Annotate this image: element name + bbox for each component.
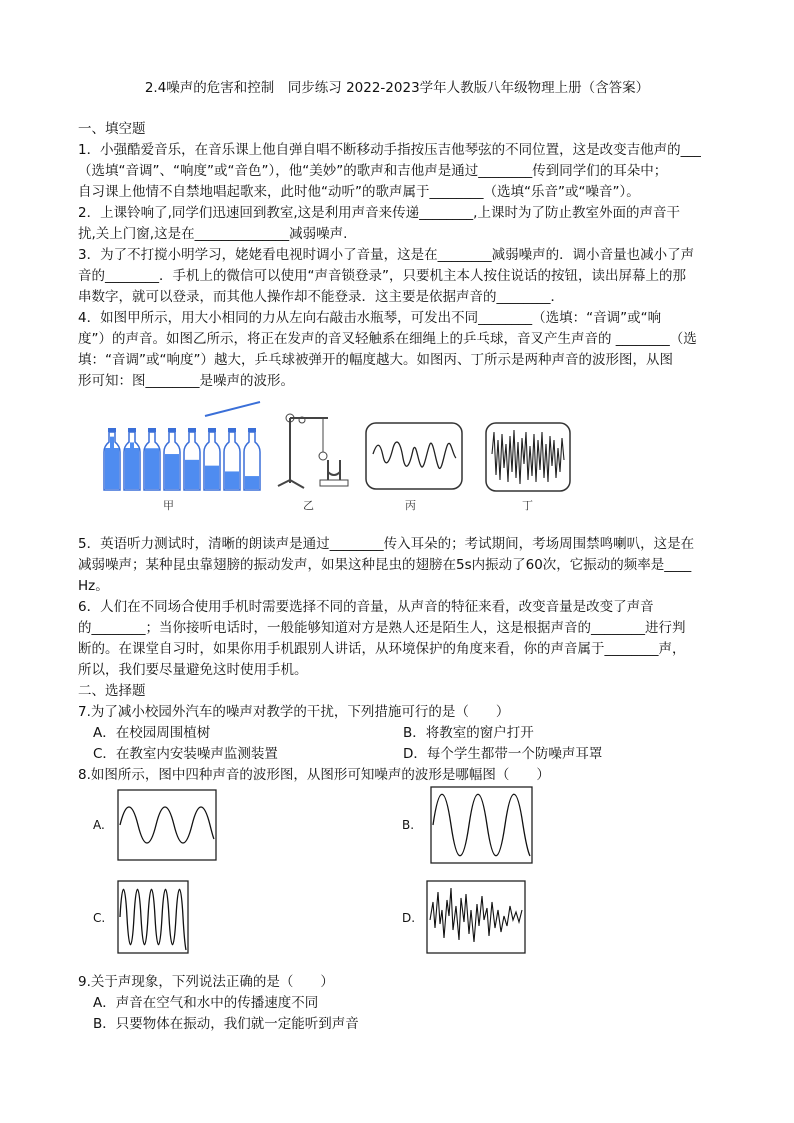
section-heading-choice: 二、选择题 (78, 683, 146, 699)
q5-line-2: 减弱噪声；某种昆虫靠翅膀的振动发声，如果这种昆虫的翅膀在5s内振动了60次，它振动的频率是____ (78, 557, 692, 573)
q6-line-1: 6．人们在不同场合使用手机时需要选择不同的音量，从声音的特征来看，改变音量是改变了声音 (78, 599, 654, 615)
q1-line-1: 1．小强酷爱音乐，在音乐课上他自弹自唱不断移动手指按压吉他琴弦的不同位置，这是改变吉他声的___ (78, 142, 701, 158)
water-bottle (164, 428, 180, 490)
q2-line-2: 扰,关上门窗,这是在______________减弱噪声. (78, 226, 348, 242)
q7-option-a: A．在校园周围植树 (93, 725, 211, 741)
q3-line-1: 3．为了不打搅小明学习，姥姥看电视时调小了音量，这是在________减弱噪声的．调小音量也减小了声 (78, 247, 695, 263)
q4-line-4: 形可知：图________是噪声的波形。 (78, 373, 294, 389)
q6-line-2: 的________；当你接听电话时，一般能够知道对方是熟人还是陌生人，这是根据声音的________进行判 (78, 620, 686, 636)
q9-stem: 9.关于声现象，下列说法正确的是（ ） (78, 974, 334, 990)
q8-waveform-c (117, 880, 189, 954)
fig-caption-ding: 丁 (522, 499, 533, 512)
water-bottle (124, 428, 140, 490)
q8-stem: 8.如图所示，图中四种声音的波形图，从图形可知噪声的波形是哪幅图（ ） (78, 767, 550, 783)
water-bottle (224, 428, 240, 490)
fig-caption-jia: 甲 (163, 499, 174, 512)
q4-line-1: 4．如图甲所示，用大小相同的力从左向右敲击水瓶琴，可发出不同________（选填：“音调”或“响 (78, 310, 662, 326)
figure-bing-waveform (363, 420, 465, 492)
figure-yi-tuning-fork (268, 408, 358, 493)
q3-line-3: 串数字，就可以登录，而其他人操作却不能登录．这主要是依据声音的________． (78, 289, 564, 305)
q4-line-3: 填：“音调”或“响度”）越大，乒乓球被弹开的幅度越大。如图丙、丁所示是两种声音的波形图，从图 (78, 352, 673, 368)
q3-line-2: 音的________．手机上的微信可以使用“声音锁登录”，只要机主本人按住说话的按钮，读出屏幕上的那 (78, 268, 686, 284)
figure-ding-waveform (483, 420, 573, 495)
q8-label-b: B. (402, 818, 415, 832)
q8-label-a: A. (93, 818, 105, 832)
fig-caption-yi: 乙 (303, 499, 314, 512)
fig-caption-bing: 丙 (405, 499, 416, 512)
q8-waveform-a (117, 789, 217, 861)
water-bottle (144, 428, 160, 490)
q6-line-4: 所以，我们要尽量避免这时使用手机。 (78, 662, 308, 678)
q6-line-3: 断的。在课堂自习时，如果你用手机跟别人讲话，从环境保护的角度来看，你的声音属于________声， (78, 641, 686, 657)
q7-stem: 7.为了减小校园外汽车的噪声对教学的干扰，下列措施可行的是（ ） (78, 704, 510, 720)
q8-label-d: D. (402, 911, 416, 925)
page-title: 2.4噪声的危害和控制 同步练习 2022-2023学年人教版八年级物理上册（含答案） (144, 80, 650, 96)
water-bottle (204, 428, 220, 490)
q8-waveform-d (426, 880, 526, 954)
q4-line-2: 度”）的声音。如图乙所示，将正在发声的音叉轻触系在细绳上的乒乓球，音叉产生声音的 ________（选 (78, 331, 697, 347)
q1-line-3: 自习课上他情不自禁地唱起歌来，此时他“动听”的歌声属于________（选填“乐音”或“噪音”）。 (78, 184, 640, 200)
q5-line-3: Hz。 (78, 578, 109, 594)
water-bottle (104, 428, 120, 490)
q7-option-d: D．每个学生都带一个防噪声耳罩 (403, 746, 603, 762)
q5-line-1: 5．英语听力测试时，清晰的朗读声是通过________传入耳朵的；考试期间，考场周围禁鸣喇叭，这是在 (78, 536, 695, 552)
q2-line-1: 2．上课铃响了,同学们迅速回到教室,这是利用声音来传递________,上课时为了防止教室外面的声音干 (78, 205, 680, 221)
q9-option-b: B．只要物体在振动，我们就一定能听到声音 (93, 1016, 359, 1032)
water-bottle (244, 428, 260, 490)
figure-jia-bottles (100, 400, 270, 495)
water-bottle (184, 428, 200, 490)
section-heading-fill: 一、填空题 (78, 121, 146, 137)
q1-line-2: （选填“音调”、“响度”或“音色”），他“美妙”的歌声和吉他声是通过________传到同学们的耳朵中； (78, 163, 668, 179)
q7-option-b: B．将教室的窗户打开 (403, 725, 534, 741)
q9-option-a: A．声音在空气和水中的传播速度不同 (93, 995, 319, 1011)
q7-option-c: C．在教室内安装噪声监测装置 (93, 746, 278, 762)
q8-waveform-b (430, 786, 533, 864)
q8-label-c: C. (93, 911, 106, 925)
